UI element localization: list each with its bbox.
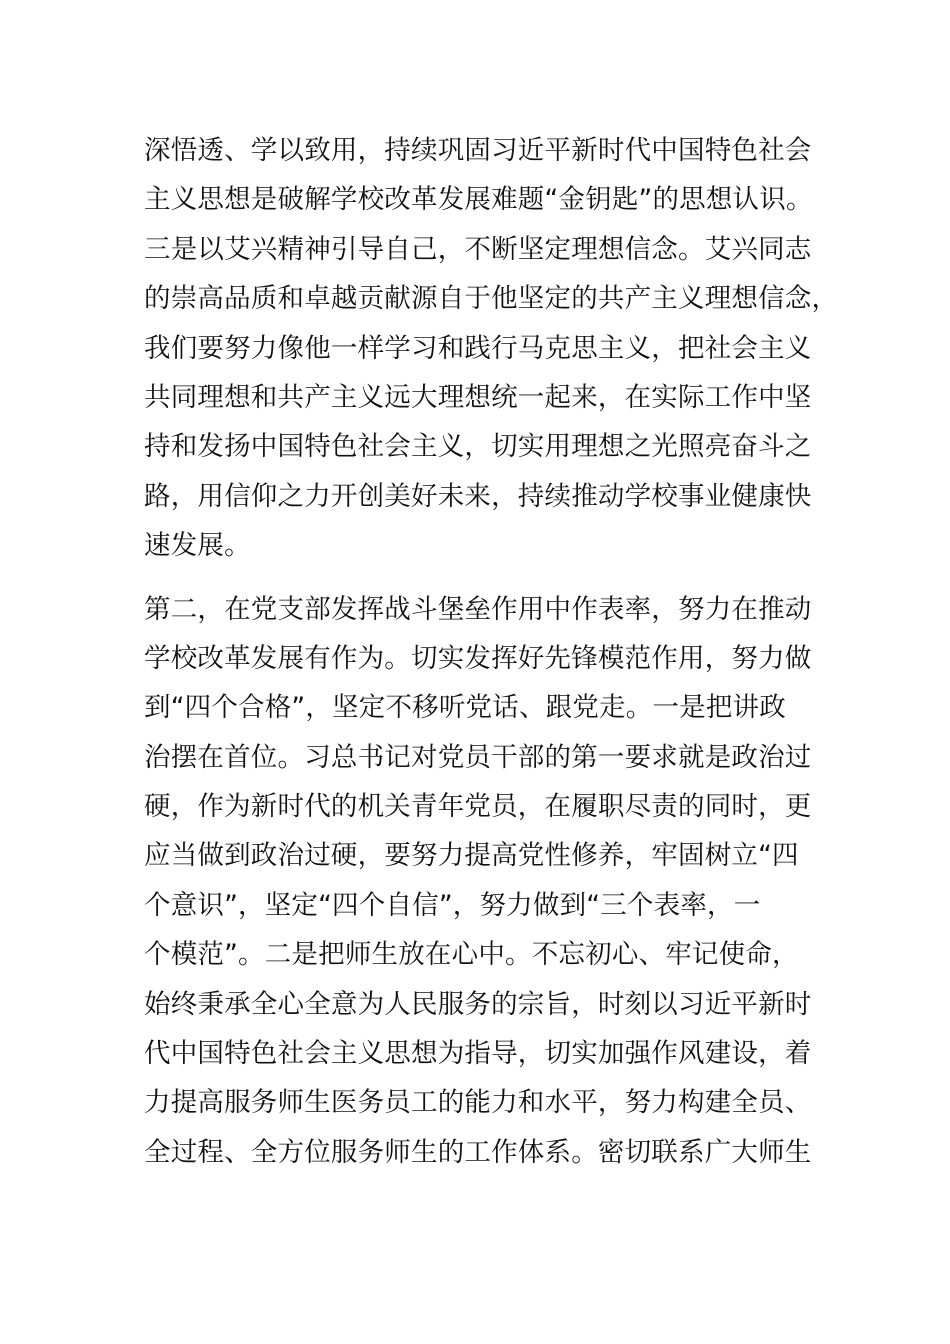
- paragraph-1: [144, 126, 839, 571]
- text-line: 始终秉承全心全意为人民服务的宗旨，时刻以习近平新时: [144, 988, 812, 1020]
- text-line: 的崇高品质和卓越贡献源自于他坚定的共产主义理想信念，: [144, 283, 839, 315]
- text-line: 共同理想和共产主义远大理想统一起来，在实际工作中坚: [144, 381, 812, 413]
- text-line: 第二，在党支部发挥战斗堡垒作用中作表率，努力在推动: [144, 593, 812, 625]
- text-line: 硬，作为新时代的机关青年党员，在履职尽责的同时，更: [144, 791, 812, 823]
- text-line: 应当做到政治过硬，要努力提高党性修养，牢固树立“四: [144, 840, 799, 872]
- text-line: 到“四个合格”，坚定不移听党话、跟党走。一是把讲政: [144, 692, 786, 724]
- text-line: 个模范”。二是把师生放在心中。不忘初心、牢记使命，: [144, 939, 799, 971]
- body-text: [144, 126, 839, 1177]
- text-line: 持和发扬中国特色社会主义，切实用理想之光照亮奋斗之: [144, 431, 812, 463]
- text-line: 全过程、全方位服务师生的工作体系。密切联系广大师生: [144, 1136, 812, 1168]
- text-line: 速发展。: [144, 530, 251, 562]
- text-line: 主义思想是破解学校改革发展难题“金钥匙”的思想认识。: [144, 184, 813, 216]
- text-line: 我们要努力像他一样学习和践行马克思主义，把社会主义: [144, 332, 812, 364]
- text-line: 治摆在首位。习总书记对党员干部的第一要求就是政治过: [144, 741, 812, 773]
- text-line: 代中国特色社会主义思想为指导，切实加强作风建设，着: [144, 1038, 812, 1070]
- text-line: 路，用信仰之力开创美好未来，持续推动学校事业健康快: [144, 480, 812, 512]
- paragraph-2: [144, 585, 824, 1178]
- text-line: 个意识”，坚定“四个自信”，努力做到“三个表率，一: [144, 889, 761, 921]
- text-line: 学校改革发展有作为。切实发挥好先锋模范作用，努力做: [144, 642, 812, 674]
- paragraph-spacer: [144, 571, 824, 585]
- text-line: 三是以艾兴精神引导自己，不断坚定理想信念。艾兴同志: [144, 233, 812, 265]
- text-line: 力提高服务师生医务员工的能力和水平，努力构建全员、: [144, 1087, 812, 1119]
- text-line: 深悟透、学以致用，持续巩固习近平新时代中国特色社会: [144, 135, 812, 166]
